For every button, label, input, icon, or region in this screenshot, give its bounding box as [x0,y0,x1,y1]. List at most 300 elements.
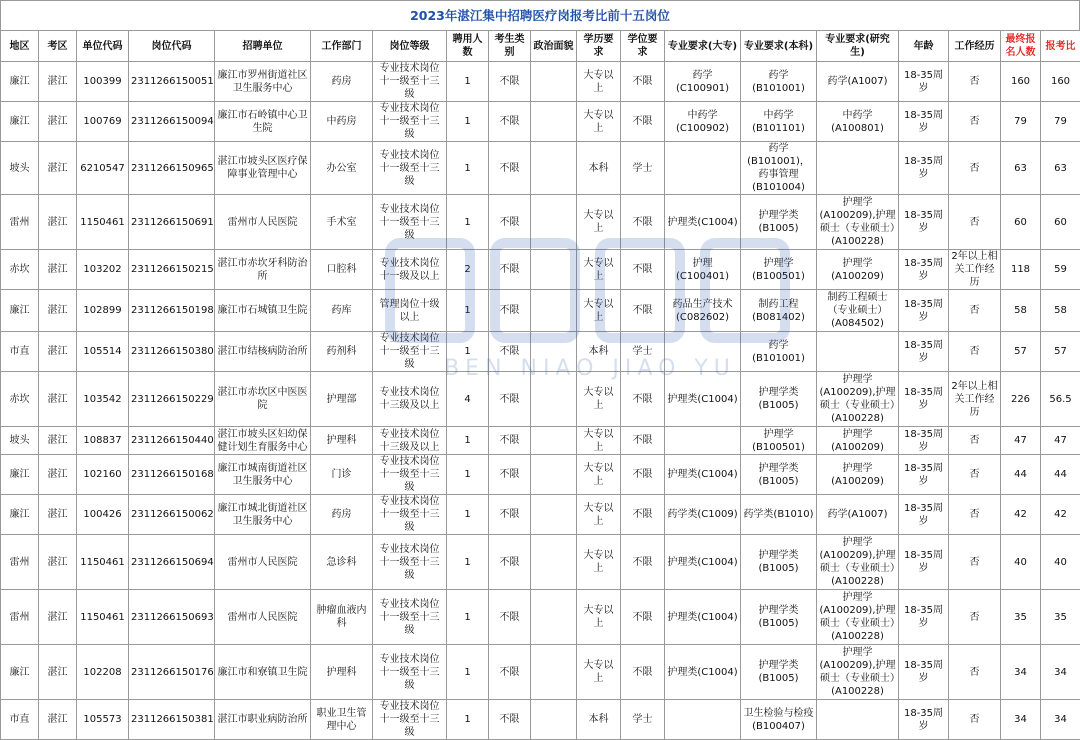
column-header: 招聘单位 [215,31,311,62]
table-cell: 药房 [311,495,373,535]
table-cell: 2311266150440 [129,427,215,455]
table-cell: 本科 [577,332,621,372]
table-cell: 不限 [489,62,531,102]
table-cell: 60 [1041,195,1080,250]
table-cell: 大专以上 [577,250,621,290]
table-cell: 廉江市石岭镇中心卫生院 [215,102,311,142]
table-cell: 制药工程(B081402) [741,290,817,332]
table-cell: 专业技术岗位十一级至十三级 [373,645,447,700]
table-cell: 34 [1001,645,1041,700]
column-header: 聘用人数 [447,31,489,62]
table-cell: 药学类(C1009) [665,495,741,535]
table-cell: 专业技术岗位十一级及以上 [373,250,447,290]
table-cell: 不限 [489,102,531,142]
table-cell: 不限 [489,495,531,535]
table-cell: 专业技术岗位十一级至十三级 [373,700,447,740]
table-cell: 制药工程硕士（专业硕士）(A084502) [817,290,899,332]
table-cell [531,495,577,535]
table-cell [817,332,899,372]
table-cell: 湛江市赤坎区中医医院 [215,372,311,427]
table-cell: 大专以上 [577,535,621,590]
table-cell: 56.5 [1041,372,1080,427]
table-cell: 管理岗位十级以上 [373,290,447,332]
table-cell: 否 [949,455,1001,495]
table-cell: 47 [1041,427,1080,455]
table-cell: 专业技术岗位十一级至十三级 [373,455,447,495]
table-cell: 2311266150062 [129,495,215,535]
table-cell: 办公室 [311,142,373,195]
table-cell: 否 [949,700,1001,740]
table-cell: 226 [1001,372,1041,427]
table-cell: 市直 [1,332,39,372]
table-cell: 18-35周岁 [899,195,949,250]
table-row [1,590,1080,645]
table-cell: 专业技术岗位十一级至十三级 [373,142,447,195]
table-row [1,332,1080,372]
table-cell: 急诊科 [311,535,373,590]
table-cell: 护理类(C1004) [665,645,741,700]
table-cell: 35 [1041,590,1080,645]
table-row [1,372,1080,427]
table-cell: 42 [1041,495,1080,535]
table-cell: 廉江 [1,645,39,700]
table-cell: 大专以上 [577,372,621,427]
table-cell: 专业技术岗位十一级至十三级 [373,590,447,645]
table-row [1,495,1080,535]
table-cell: 不限 [489,332,531,372]
table-cell: 药学(B101001) [741,62,817,102]
table-cell: 廉江 [1,62,39,102]
table-cell: 1 [447,700,489,740]
table-cell: 不限 [621,590,665,645]
table-cell: 大专以上 [577,102,621,142]
table-cell: 18-35周岁 [899,102,949,142]
table-cell: 105573 [77,700,129,740]
column-header: 学历要求 [577,31,621,62]
table-cell [531,290,577,332]
table-cell: 护理学(A100209) [817,427,899,455]
table-cell [665,427,741,455]
table-cell: 雷州 [1,590,39,645]
table-cell: 否 [949,495,1001,535]
table-cell: 1 [447,455,489,495]
table-cell: 湛江市结核病防治所 [215,332,311,372]
table-cell: 1 [447,62,489,102]
table-cell: 护理学(A100209),护理硕士（专业硕士）(A100228) [817,372,899,427]
table-cell: 1 [447,195,489,250]
table-cell: 专业技术岗位十一级至十三级 [373,195,447,250]
table-cell [531,195,577,250]
table-cell: 1 [447,142,489,195]
table-cell: 护理学(A100209),护理硕士（专业硕士）(A100228) [817,645,899,700]
table-cell: 105514 [77,332,129,372]
table-cell: 学士 [621,142,665,195]
table-cell: 药剂科 [311,332,373,372]
table-cell: 1150461 [77,195,129,250]
table-cell: 药学(B101001)，药事管理(B101004) [741,142,817,195]
table-cell: 2311266150694 [129,535,215,590]
table-cell: 不限 [621,645,665,700]
table-cell: 口腔科 [311,250,373,290]
table-cell [531,645,577,700]
table-row [1,195,1080,250]
table-cell: 6210547 [77,142,129,195]
table-cell: 专业技术岗位十一级至十三级 [373,535,447,590]
table-cell: 护理类(C1004) [665,590,741,645]
table-cell: 护理类(C1004) [665,455,741,495]
table-cell: 102160 [77,455,129,495]
table-cell: 湛江 [39,142,77,195]
table-cell [665,700,741,740]
table-cell: 专业技术岗位十一级至十三级 [373,62,447,102]
table-cell: 103542 [77,372,129,427]
table-cell: 63 [1041,142,1080,195]
table-cell: 廉江市和寮镇卫生院 [215,645,311,700]
table-cell: 102208 [77,645,129,700]
table-cell: 否 [949,535,1001,590]
table-cell: 不限 [621,427,665,455]
table-cell: 廉江市城北街道社区卫生服务中心 [215,495,311,535]
table-cell: 湛江 [39,102,77,142]
table-body [1,62,1080,740]
table-cell: 中药学(B101101) [741,102,817,142]
table-cell: 2 [447,250,489,290]
table-cell [531,250,577,290]
table-cell: 44 [1001,455,1041,495]
column-header: 报考比 [1041,31,1080,62]
table-cell: 本科 [577,700,621,740]
table-cell: 手术室 [311,195,373,250]
table-cell: 不限 [621,195,665,250]
table-cell: 湛江 [39,332,77,372]
table-cell: 34 [1041,645,1080,700]
table-cell: 湛江 [39,427,77,455]
column-header: 岗位代码 [129,31,215,62]
table-cell: 坡头 [1,427,39,455]
table-cell: 160 [1041,62,1080,102]
table-cell: 廉江 [1,290,39,332]
table-cell: 学士 [621,332,665,372]
table-cell: 护理学类(B1005) [741,372,817,427]
table-cell: 护理科 [311,645,373,700]
table-cell: 药学(C100901) [665,62,741,102]
table-cell: 大专以上 [577,195,621,250]
table-cell: 2年以上相关工作经历 [949,250,1001,290]
table-cell: 肿瘤血液内科 [311,590,373,645]
table-cell: 不限 [489,700,531,740]
table-cell: 否 [949,590,1001,645]
column-header: 政治面貌 [531,31,577,62]
table-cell: 18-35周岁 [899,250,949,290]
table-cell: 药库 [311,290,373,332]
table-cell: 中药房 [311,102,373,142]
table-cell: 学士 [621,700,665,740]
table-row [1,62,1080,102]
table-row [1,535,1080,590]
table-cell: 护理学(A100209) [817,455,899,495]
table-cell: 不限 [489,195,531,250]
table-cell: 18-35周岁 [899,290,949,332]
table-row [1,427,1080,455]
table-cell: 18-35周岁 [899,427,949,455]
table-cell: 廉江 [1,495,39,535]
table-cell: 40 [1041,535,1080,590]
table-cell: 18-35周岁 [899,62,949,102]
table-cell [531,332,577,372]
table-cell: 100399 [77,62,129,102]
table-cell: 雷州 [1,195,39,250]
table-cell: 护理类(C1004) [665,535,741,590]
table-cell: 廉江 [1,455,39,495]
table-cell: 100769 [77,102,129,142]
table-cell: 廉江市石城镇卫生院 [215,290,311,332]
table-cell: 不限 [489,290,531,332]
table-cell: 18-35周岁 [899,495,949,535]
table-cell: 中药学(C100902) [665,102,741,142]
table-row [1,700,1080,740]
column-header: 工作经历 [949,31,1001,62]
table-cell: 2年以上相关工作经历 [949,372,1001,427]
table-cell: 大专以上 [577,455,621,495]
table-cell: 药学类(B1010) [741,495,817,535]
column-header: 岗位等级 [373,31,447,62]
table-cell: 不限 [489,427,531,455]
table-cell: 大专以上 [577,495,621,535]
table-cell: 雷州市人民医院 [215,195,311,250]
table-cell: 1 [447,495,489,535]
table-cell: 不限 [621,290,665,332]
table-cell: 湛江市坡头区医疗保障事业管理中心 [215,142,311,195]
table-cell: 护理学(A100209) [817,250,899,290]
table-cell: 2311266150094 [129,102,215,142]
table-cell: 否 [949,645,1001,700]
table-cell [531,102,577,142]
table-cell: 湛江 [39,455,77,495]
table-cell: 专业技术岗位十一级至十三级 [373,332,447,372]
table-cell: 湛江 [39,250,77,290]
table-cell: 湛江 [39,290,77,332]
table-cell: 103202 [77,250,129,290]
table-cell: 卫生检验与检疫(B100407) [741,700,817,740]
table-cell: 护理部 [311,372,373,427]
table-cell: 1 [447,427,489,455]
table-cell: 59 [1041,250,1080,290]
table-cell [665,332,741,372]
table-cell: 雷州市人民医院 [215,590,311,645]
column-header: 年龄 [899,31,949,62]
column-header: 单位代码 [77,31,129,62]
table-cell: 不限 [489,535,531,590]
table-cell: 湛江 [39,700,77,740]
column-header: 工作部门 [311,31,373,62]
table-cell: 湛江 [39,495,77,535]
table-cell: 不限 [621,495,665,535]
table-cell: 63 [1001,142,1041,195]
header-row [1,31,1080,62]
table-cell: 不限 [489,645,531,700]
table-cell: 1 [447,332,489,372]
table-cell: 药学(A1007) [817,62,899,102]
table-cell: 44 [1041,455,1080,495]
table-row [1,102,1080,142]
table-cell [665,142,741,195]
table-cell: 湛江 [39,590,77,645]
table-cell: 湛江 [39,195,77,250]
table-cell [817,700,899,740]
table-cell: 护理学(A100209),护理硕士（专业硕士）(A100228) [817,535,899,590]
table-cell: 赤坎 [1,250,39,290]
table-cell: 18-35周岁 [899,645,949,700]
table-cell: 100426 [77,495,129,535]
table-cell: 2311266150693 [129,590,215,645]
table-cell: 1150461 [77,535,129,590]
table-cell: 不限 [489,590,531,645]
table-cell: 否 [949,62,1001,102]
table-cell: 否 [949,142,1001,195]
table-cell: 118 [1001,250,1041,290]
table-cell: 湛江市赤坎牙科防治所 [215,250,311,290]
table-cell: 大专以上 [577,62,621,102]
table-cell: 2311266150380 [129,332,215,372]
table-row [1,142,1080,195]
column-header: 考生类别 [489,31,531,62]
table-cell: 大专以上 [577,290,621,332]
table-cell: 大专以上 [577,427,621,455]
table-cell [817,142,899,195]
table-cell [531,535,577,590]
table-cell: 药房 [311,62,373,102]
table-cell: 廉江市罗州街道社区卫生服务中心 [215,62,311,102]
table-cell: 护理学(A100209),护理硕士（专业硕士）(A100228) [817,195,899,250]
table-cell: 市直 [1,700,39,740]
table-cell: 57 [1001,332,1041,372]
column-header: 学位要求 [621,31,665,62]
table-cell: 不限 [621,62,665,102]
table-cell: 34 [1041,700,1080,740]
table-cell [531,455,577,495]
table-cell: 160 [1001,62,1041,102]
table-cell: 廉江 [1,102,39,142]
table-cell: 18-35周岁 [899,332,949,372]
table-cell: 护理学类(B1005) [741,645,817,700]
table-cell: 79 [1001,102,1041,142]
table-cell: 2311266150051 [129,62,215,102]
table-cell: 湛江 [39,372,77,427]
table-cell: 雷州市人民医院 [215,535,311,590]
table-cell: 不限 [489,142,531,195]
column-header: 专业要求(本科) [741,31,817,62]
table-cell: 不限 [621,250,665,290]
table-cell: 18-35周岁 [899,590,949,645]
table-cell: 18-35周岁 [899,142,949,195]
table-row [1,645,1080,700]
table-cell: 护理(C100401) [665,250,741,290]
table-cell: 不限 [621,102,665,142]
table-cell: 护理科 [311,427,373,455]
table-cell: 赤坎 [1,372,39,427]
table-cell: 2311266150176 [129,645,215,700]
svg-text:BEN NIAO JIAO YU: BEN NIAO JIAO YU [444,356,736,381]
table-cell: 18-35周岁 [899,455,949,495]
table-cell: 2311266150168 [129,455,215,495]
table-cell: 门诊 [311,455,373,495]
table-cell: 1 [447,645,489,700]
table-cell: 1 [447,290,489,332]
table-cell: 不限 [621,535,665,590]
table-cell: 专业技术岗位十三级及以上 [373,427,447,455]
table-cell: 不限 [621,455,665,495]
table-cell: 大专以上 [577,590,621,645]
table-cell: 79 [1041,102,1080,142]
table-cell: 2311266150691 [129,195,215,250]
table-cell: 不限 [621,372,665,427]
table-cell: 坡头 [1,142,39,195]
table-cell: 专业技术岗位十一级至十三级 [373,102,447,142]
table-cell: 不限 [489,372,531,427]
table-cell: 护理类(C1004) [665,372,741,427]
table-cell: 18-35周岁 [899,700,949,740]
table-cell: 58 [1001,290,1041,332]
table-cell: 雷州 [1,535,39,590]
table-cell: 1 [447,102,489,142]
table-cell: 2311266150381 [129,700,215,740]
table-cell: 2311266150965 [129,142,215,195]
table-cell: 湛江市坡头区妇幼保健计划生育服务中心 [215,427,311,455]
table-cell [531,62,577,102]
table-cell: 护理学类(B1005) [741,455,817,495]
table-row [1,250,1080,290]
table-cell: 护理学(A100209),护理硕士（专业硕士）(A100228) [817,590,899,645]
table-cell: 湛江 [39,645,77,700]
table-cell: 4 [447,372,489,427]
table-cell: 职业卫生管理中心 [311,700,373,740]
table-cell: 护理学(B100501) [741,427,817,455]
table-cell: 57 [1041,332,1080,372]
table-cell: 药品生产技术(C082602) [665,290,741,332]
table-cell: 护理学类(B1005) [741,590,817,645]
table-cell: 否 [949,427,1001,455]
table-cell: 专业技术岗位十三级及以上 [373,372,447,427]
table-cell: 108837 [77,427,129,455]
table-cell: 60 [1001,195,1041,250]
table-row [1,455,1080,495]
table-cell [531,142,577,195]
table-cell: 药学(B101001) [741,332,817,372]
table-cell: 护理学(B100501) [741,250,817,290]
table-cell: 否 [949,102,1001,142]
table-row [1,290,1080,332]
column-header: 地区 [1,31,39,62]
column-header: 考区 [39,31,77,62]
table-cell: 中药学(A100801) [817,102,899,142]
table-cell: 1150461 [77,590,129,645]
table-cell: 不限 [489,455,531,495]
table-cell: 本科 [577,142,621,195]
table-cell: 1 [447,535,489,590]
table-cell: 34 [1001,700,1041,740]
table-cell [531,590,577,645]
table-cell: 湛江市职业病防治所 [215,700,311,740]
column-header: 专业要求(大专) [665,31,741,62]
table-cell: 否 [949,332,1001,372]
table-cell: 58 [1041,290,1080,332]
table-cell: 否 [949,195,1001,250]
table-cell [531,427,577,455]
table-cell: 廉江市城南街道社区卫生服务中心 [215,455,311,495]
table-cell: 否 [949,290,1001,332]
table-cell: 不限 [489,250,531,290]
table-cell: 专业技术岗位十一级至十三级 [373,495,447,535]
